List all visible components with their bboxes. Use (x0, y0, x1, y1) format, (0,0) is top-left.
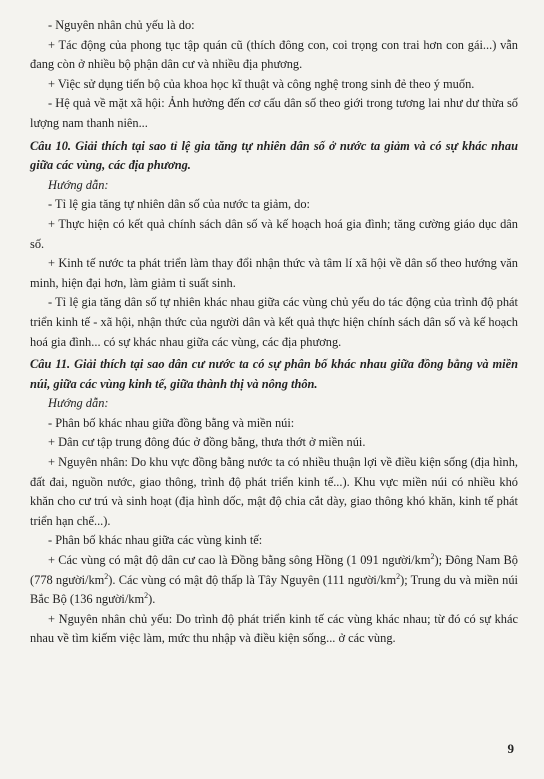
density-text: + Các vùng có mật độ dân cư cao là Đồng bằng sông Hồng (1 091 người/km (48, 553, 431, 568)
paragraph: - Tỉ lệ gia tăng dân số tự nhiên khác nhau giữa các vùng chủ yếu do tác động của trình độ phát triển kinh tế - xã hội, nhận thức của người dân và kết quả thực hiện chính sách dân số và kế hoạch hoá gia đình... có sự khác nhau giữa các vùng, các địa phương. (30, 295, 518, 349)
paragraph: - Tỉ lệ gia tăng tự nhiên dân số của nước ta giảm, do: (48, 197, 310, 212)
paragraph: + Nguyên nhân chủ yếu: Do trình độ phát triển kinh tế các vùng khác nhau; từ đó có sự khác nhau về tìm kiếm việc làm, mức thu nhập và điều kiện sống... ở các vùng. (30, 611, 518, 646)
density-text: ); Đông Nam Bộ (778 người/km (30, 553, 518, 587)
paragraph: - Phân bố khác nhau giữa đồng bằng và miền núi: (48, 415, 295, 430)
paragraph: + Tác động của phong tục tập quán cũ (thích đông con, coi trọng con trai hơn con gái...) vẫn đang còn ở nhiều bộ phận dân cư và nhiều địa phương. (30, 37, 518, 72)
density-text: ). (148, 592, 156, 607)
paragraph: + Việc sử dụng tiến bộ của khoa học kĩ thuật và công nghệ trong sinh đẻ theo ý muốn. (48, 76, 475, 91)
superscript-2: 2 (396, 571, 401, 581)
paragraph: + Dân cư tập trung đông đúc ở đồng bằng, thưa thớt ở miền núi. (48, 435, 366, 450)
paragraph: + Kinh tế nước ta phát triển làm thay đổi nhận thức và tâm lí xã hội về dân số theo hướng văn minh, hiện đại hơn, làm giảm tỉ suất sinh. (30, 256, 518, 290)
paragraph: + Nguyên nhân: Do khu vực đồng bằng nước ta có nhiều thuận lợi về điều kiện sống (địa hình, đất đai, nguồn nước, giao thông, trình độ phát triển kinh tế...). Khu vực miền núi có nhiều khó khăn cho cư trú và sinh hoạt (địa hình dốc, mật độ chia cắt dày, giao thông khó khăn, kinh tế phát triển hạn chế...). (30, 455, 518, 528)
paragraph: - Phân bố khác nhau giữa các vùng kinh tế: (48, 533, 263, 548)
paragraph: - Nguyên nhân chủ yếu là do: (48, 18, 195, 32)
paragraph: + Thực hiện có kết quả chính sách dân số và kế hoạch hoá gia đình; tăng cường giáo dục dân số. (30, 216, 518, 251)
question-heading: Câu 11. Giải thích tại sao dân cư nước ta có sự phân bố khác nhau giữa đồng bằng và miền núi, giữa các vùng kinh tế, giữa thành thị và nông thôn. (30, 357, 518, 391)
guide-label: Hướng dẫn: (48, 177, 109, 192)
density-paragraph (30, 551, 518, 610)
paragraph: - Hệ quả về mặt xã hội: Ảnh hưởng đến cơ cấu dân số theo giới trong tương lai như dư thừa số lượng nam thanh niên... (30, 96, 518, 130)
page-body (30, 16, 518, 649)
guide-label: Hướng dẫn: (48, 396, 109, 411)
superscript-2: 2 (104, 571, 109, 581)
superscript-2: 2 (430, 551, 435, 561)
density-text: ); Trung du và miền núi Bắc Bộ (136 người/km (30, 572, 518, 607)
page-number: 9 (507, 741, 514, 756)
question-heading: Câu 10. Giải thích tại sao tỉ lệ gia tăng tự nhiên dân số ở nước ta giảm và có sự khác nhau giữa các vùng, các địa phương. (30, 138, 518, 173)
density-text: ). Các vùng có mật độ thấp là Tây Nguyên (111 người/km (108, 572, 397, 587)
superscript-2: 2 (144, 591, 149, 601)
